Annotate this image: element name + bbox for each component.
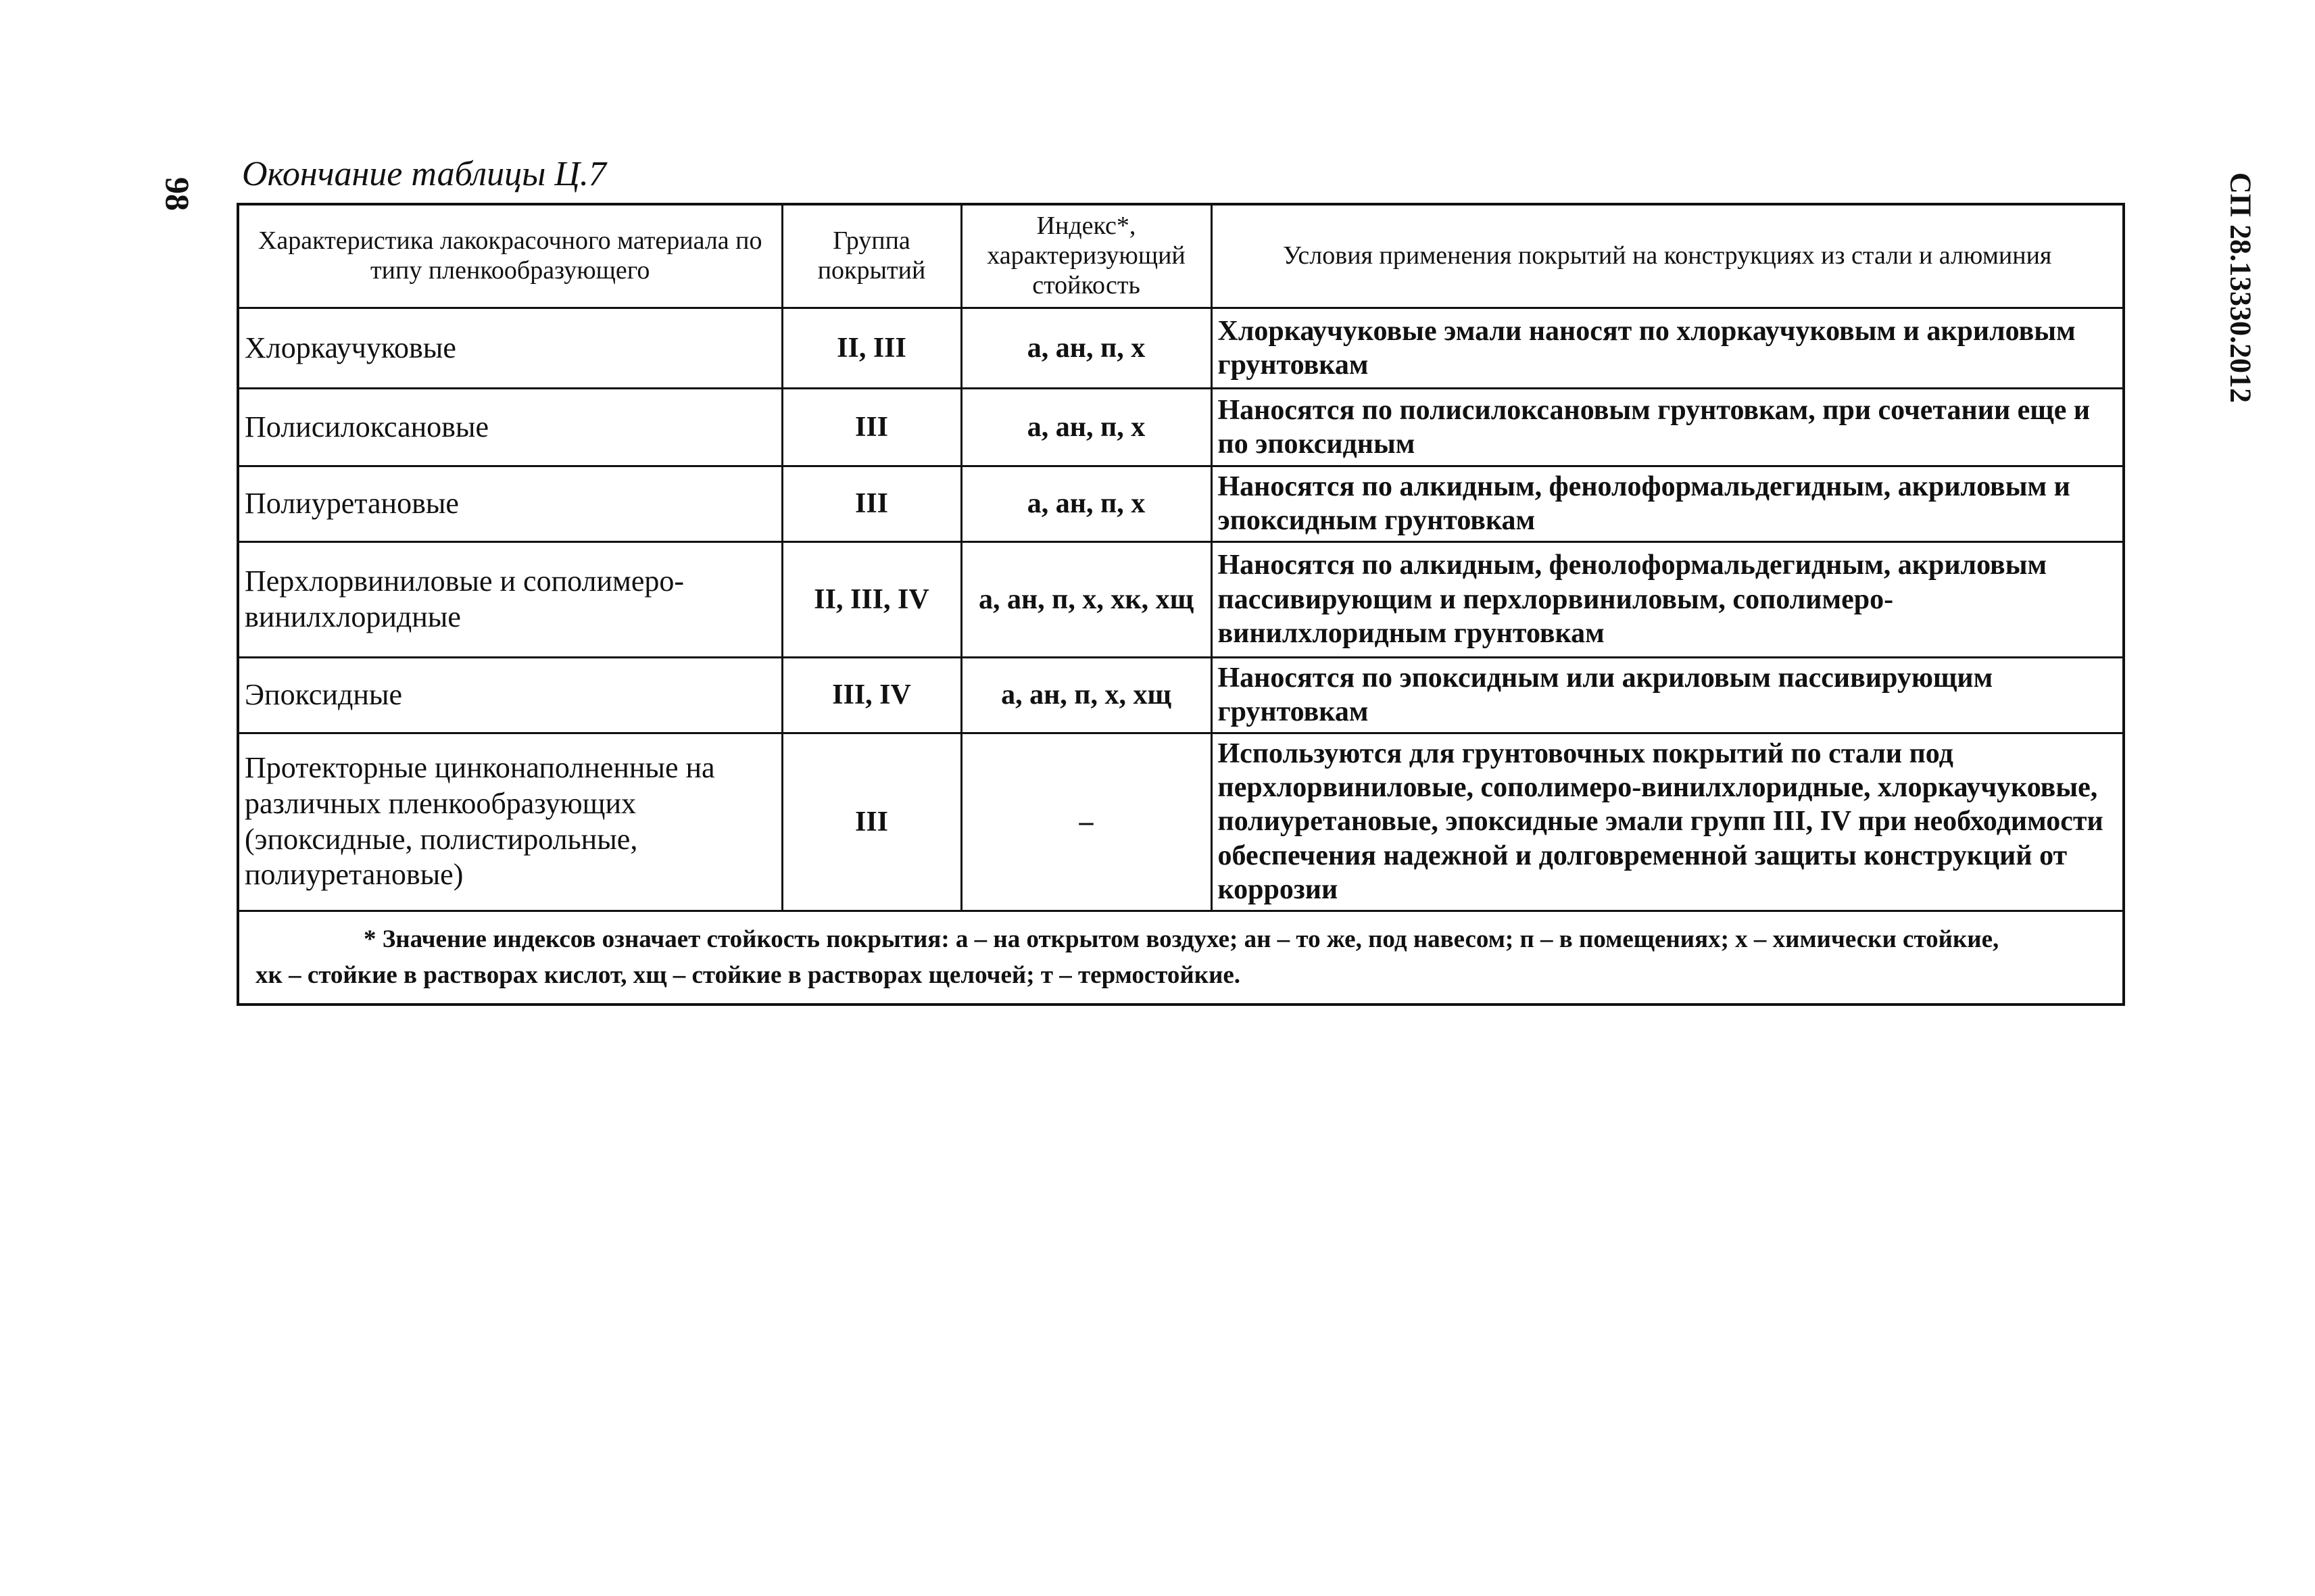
material-name-cell: Протекторные цинконаполненные на различных пленкообразующих (эпоксидные, полистирольные, полиуретановые): [238, 733, 782, 911]
resistance-index-cell: а, ан, п, х: [961, 466, 1211, 542]
table-header-row: [238, 204, 2124, 308]
application-conditions-cell: Наносятся по алкидным, фенолоформальдегидным, акриловым пассивирующим и перхлорвиниловым, сополимеро-винилхлоридным грунтовкам: [1211, 541, 2124, 657]
header-resistance-index: Индекс*, характеризующий стойкость: [961, 204, 1211, 308]
coatings-table: [237, 203, 2125, 1006]
table-row: [238, 657, 2124, 733]
table-row: [238, 389, 2124, 466]
page-number: 98: [159, 177, 197, 211]
application-conditions-cell: Наносятся по алкидным, фенолоформальдегидным, акриловым и эпоксидным грунтовкам: [1211, 466, 2124, 542]
header-application-conditions: Условия применения покрытий на конструкциях из стали и алюминия: [1211, 204, 2124, 308]
coating-group-cell: II, III: [782, 308, 961, 389]
application-conditions-cell: Используются для грунтовочных покрытий по стали под перхлорвиниловые, сополимеро-винилхлоридные, хлоркаучуковые, полиуретановые, эпоксидные эмали групп III, IV при необходимости обеспечения надежной и долговременной защиты конструкций от коррозии: [1211, 733, 2124, 911]
resistance-index-cell: а, ан, п, х, хщ: [961, 657, 1211, 733]
footnote-line-1: * Значение индексов означает стойкость покрытия: а – на открытом воздухе; ан – то же, под навесом; п – в помещениях; х – химически стойкие,: [364, 925, 1999, 953]
resistance-index-cell: –: [961, 733, 1211, 911]
material-name-cell: Полиуретановые: [238, 466, 782, 542]
table-row: [238, 466, 2124, 542]
table-row: [238, 733, 2124, 911]
coating-group-cell: III: [782, 389, 961, 466]
application-conditions-cell: Наносятся по эпоксидным или акриловым пассивирующим грунтовкам: [1211, 657, 2124, 733]
document-code: СП 28.13330.2012: [2224, 172, 2258, 403]
footnote-cell: [238, 911, 2124, 1005]
header-coating-group: Группа покрытий: [782, 204, 961, 308]
coating-group-cell: III, IV: [782, 657, 961, 733]
application-conditions-cell: Хлоркаучуковые эмали наносят по хлоркаучуковым и акриловым грунтовкам: [1211, 308, 2124, 389]
resistance-index-cell: а, ан, п, х, хк, хщ: [961, 541, 1211, 657]
material-name-cell: Полисилоксановые: [238, 389, 782, 466]
application-conditions-cell: Наносятся по полисилоксановым грунтовкам, при сочетании еще и по эпоксидным: [1211, 389, 2124, 466]
footnote-line-2: хк – стойкие в растворах кислот, хщ – стойкие в растворах щелочей; т – термостойкие.: [255, 961, 1241, 990]
footnote-row: [238, 911, 2124, 1005]
resistance-index-cell: а, ан, п, х: [961, 389, 1211, 466]
material-name-cell: Перхлорвиниловые и сополимеро-винилхлоридные: [238, 541, 782, 657]
coating-group-cell: II, III, IV: [782, 541, 961, 657]
table-caption: Окончание таблицы Ц.7: [242, 155, 606, 193]
material-name-cell: Эпоксидные: [238, 657, 782, 733]
coating-group-cell: III: [782, 733, 961, 911]
header-material-characteristic: Характеристика лакокрасочного материала по типу пленкообразующего: [238, 204, 782, 308]
material-name-cell: Хлоркаучуковые: [238, 308, 782, 389]
coating-group-cell: III: [782, 466, 961, 542]
resistance-index-cell: а, ан, п, х: [961, 308, 1211, 389]
table-row: [238, 308, 2124, 389]
table-row: [238, 541, 2124, 657]
